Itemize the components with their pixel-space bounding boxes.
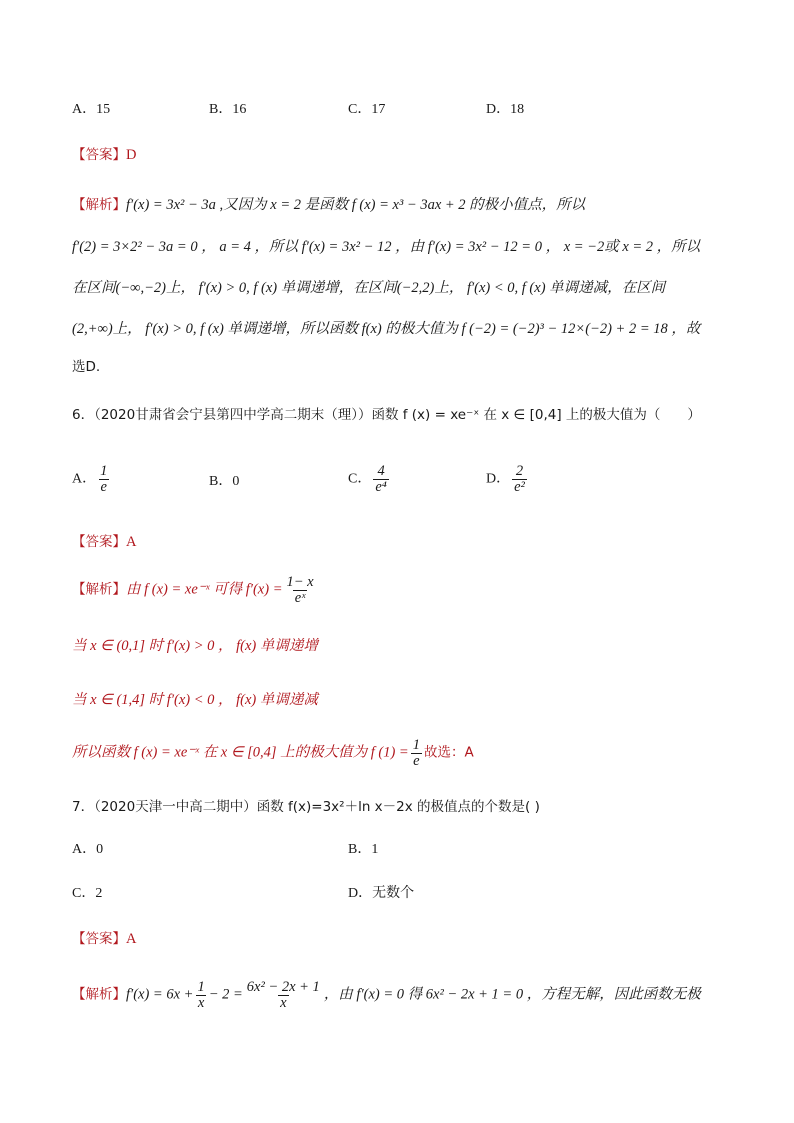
frac-denominator: x: [280, 995, 287, 1011]
q6-option-b: B．0: [209, 474, 240, 489]
q6-analysis-line-3: 当 x ∈ (1,4] 时 f′(x) < 0 ， f(x) 单调递减: [72, 692, 318, 708]
answer-tag: 【答案】: [72, 147, 126, 163]
q6-option-c: [348, 464, 391, 495]
frac-denominator: e: [100, 479, 107, 495]
frac-denominator: e: [413, 753, 420, 769]
q7-stem: 7．（2020天津一中高二期中）函数 f(x)=3x²＋ln x－2x 的极值点的个数是( ): [72, 799, 540, 815]
q6-analysis-line-2: 当 x ∈ (0,1] 时 f′(x) > 0 ， f(x) 单调递增: [72, 638, 318, 654]
answer-value: A: [126, 931, 137, 947]
q7-answer: [72, 929, 136, 950]
q7-analysis-line-1: [72, 980, 701, 1011]
q5-option-a: A．15: [72, 102, 111, 117]
q5-option-c: C．17: [348, 102, 386, 117]
q6-analysis-line-1: [72, 575, 318, 606]
frac-numerator: 4: [377, 463, 385, 479]
analysis-text-end: ，由 f′(x) = 0 得 6x² − 2x + 1 = 0 ，方程无解，因此函数无极: [323, 986, 701, 1003]
q5-option-b: B．16: [209, 102, 247, 117]
analysis-tag: 【解析】: [72, 986, 126, 1003]
frac-numerator: 6x² − 2x + 1: [246, 979, 320, 995]
frac-numerator: 1: [412, 737, 420, 753]
analysis-text: f′(x) = 3x² − 3a ,又因为 x = 2 是函数 f (x) = x³ − 3ax + 2 的极小值点，所以: [126, 197, 586, 213]
analysis-text-mid: − 2 =: [208, 986, 243, 1003]
answer-tag: 【答案】: [72, 534, 126, 550]
q7-option-d: D．无数个: [348, 886, 415, 901]
q6-answer: [72, 532, 136, 553]
frac-denominator: e⁴: [375, 479, 387, 495]
analysis-tag: 【解析】: [72, 581, 126, 598]
q6-stem: 6．（2020甘肃省会宁县第四中学高二期末（理））函数 f (x) = xe⁻ˣ 在 x ∈ [0,4] 上的极大值为（ ）: [72, 407, 701, 423]
frac-denominator: x: [197, 995, 205, 1011]
q6-option-d: [486, 464, 529, 495]
frac-numerator: 1: [100, 463, 108, 479]
answer-tag: 【答案】: [72, 931, 126, 947]
q5-option-d: D．18: [486, 102, 525, 117]
q6-option-a: [72, 464, 111, 495]
q5-analysis-line-2: f′(2) = 3×2² − 3a = 0 ， a = 4 ，所以 f′(x) = 3x² − 12 ，由 f′(x) = 3x² − 12 = 0 ， x = −2或 x = 2 ，所以: [72, 239, 701, 255]
q5-analysis-line-4: (2,+∞)上， f′(x) > 0, f (x) 单调递增，所以函数 f(x) 的极大值为 f (−2) = (−2)³ − 12×(−2) + 2 = 18 ，故: [72, 321, 701, 337]
option-label: D．: [486, 471, 511, 487]
analysis-text: 由 f (x) = xe⁻ˣ 可得 f′(x) =: [126, 581, 283, 598]
option-label: C．: [348, 471, 372, 487]
q5-analysis-line-5: 选D.: [72, 359, 101, 375]
analysis-text: 所以函数 f (x) = xe⁻ˣ 在 x ∈ [0,4] 上的极大值为 f (1) =: [72, 744, 409, 761]
answer-value: A: [126, 534, 137, 550]
answer-value: D: [126, 147, 137, 163]
q6-analysis-line-4: [72, 738, 474, 769]
q7-option-b: B．1: [348, 842, 379, 857]
q5-answer: [72, 145, 136, 166]
analysis-tag: 【解析】: [72, 197, 126, 213]
frac-denominator: eˣ: [294, 590, 306, 606]
analysis-text-end: 故选：A: [423, 744, 474, 761]
frac-numerator: 2: [515, 463, 524, 479]
q7-option-a: A．0: [72, 842, 104, 857]
frac-denominator: e²: [514, 479, 525, 495]
q5-analysis-line-3: 在区间(−∞,−2)上， f′(x) > 0, f (x) 单调递增，在区间(−2,2)上， f′(x) < 0, f (x) 单调递减，在区间: [72, 280, 666, 296]
q7-option-c: C．2: [72, 886, 103, 901]
frac-numerator: 1− x: [286, 574, 314, 590]
frac-numerator: 1: [197, 979, 205, 995]
option-label: A．: [72, 471, 97, 487]
q5-analysis-line-1: [72, 195, 585, 216]
analysis-text: f′(x) = 6x +: [126, 986, 194, 1003]
